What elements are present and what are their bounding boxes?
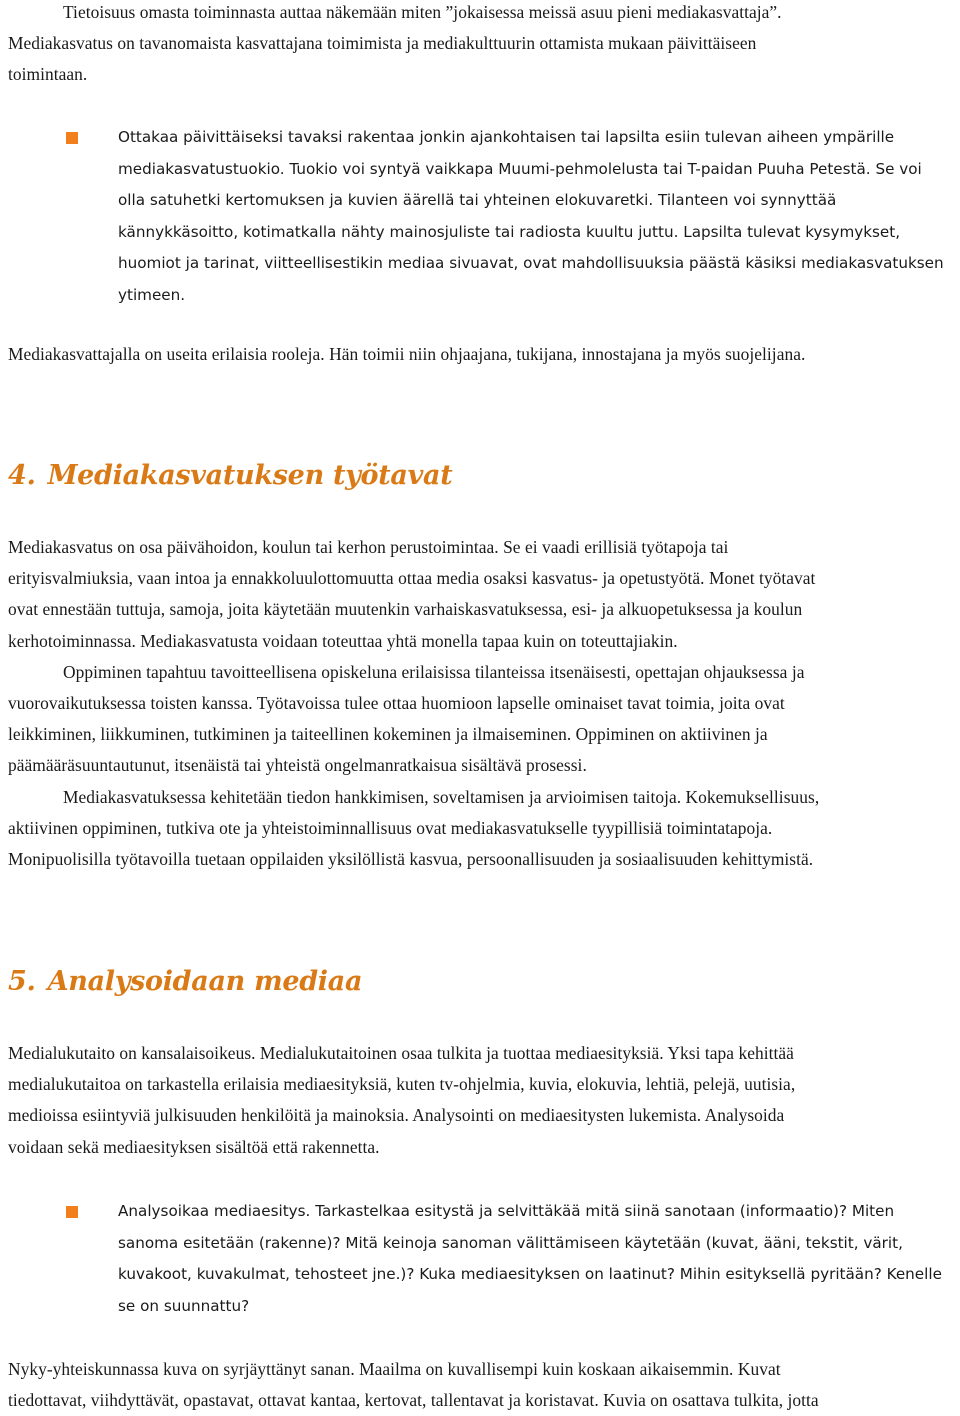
paragraph-line: medioissa esiintyviä julkisuuden henkilöitä ja mainoksia. Analysointi on mediaesitysten lukemista. Analysoida (8, 1105, 785, 1126)
paragraph-line: Nyky-yhteiskunnassa kuva on syrjäyttänyt sanan. Maailma on kuvallisempi kuin koskaan aikaisemmin. Kuvat (8, 1359, 781, 1379)
paragraph-line: päämääräsuuntautunut, itsenäistä tai yhteistä ongelmanratkaisua sisältävä prosessi. (8, 755, 587, 776)
bullet-line: mediakasvatustuokio. Tuokio voi syntyä vaikkapa Muumi-pehmolelusta tai T-paidan Puuha Petestä. Se voi (118, 159, 922, 178)
roles-line: Mediakasvattajalla on useita erilaisia rooleja. Hän toimii niin ohjaajana, tukijana, innostajana ja myös suojelijana. (8, 344, 806, 364)
bullet-line: ytimeen. (118, 285, 186, 304)
section4-body (8, 532, 960, 875)
bullet-text (118, 1196, 960, 1322)
paragraph-line: aktiivinen oppiminen, tutkiva ote ja yhteistoiminnallisuus ovat mediakasvatukselle tyypillisiä toimintatapoja. (8, 817, 773, 838)
bullet-line: olla satuhetki kertomuksen ja kuvien äärellä tai yhteinen elokuvaretki. Tilanteen voi synnyttää (118, 191, 837, 210)
section-number: 4. (8, 460, 36, 491)
paragraph-line: Oppiminen tapahtuu tavoitteellisena opiskeluna erilaisissa tilanteissa itsenäisesti, opettajan ohjauksessa ja (63, 661, 805, 682)
paragraph-line: leikkiminen, liikkuminen, tutkiminen ja taiteellinen kokeminen ja ilmaiseminen. Oppiminen on aktiivinen ja (8, 724, 768, 745)
section-title: Analysoidaan mediaa (47, 966, 363, 997)
paragraph-line: Medialukutaito on kansalaisoikeus. Medialukutaitoinen osaa tulkita ja tuottaa mediaesityksiä. Yksi tapa kehittää (8, 1043, 794, 1063)
bullet-line: sanoma esitetään (rakenne)? Mitä keinoja sanoman välittämiseen käytetään (kuvat, ääni, tekstit, värit, (118, 1233, 903, 1252)
bullet-line: huomiot ja tarinat, viitteellisestikin mediaa sivuavat, ovat mahdollisuuksia päästä käsiksi mediakasvatuksen (118, 254, 944, 273)
section-number: 5. (8, 966, 36, 997)
bullet-line: se on suunnattu? (118, 1296, 250, 1315)
paragraph-line: ovat ennestään tuttuja, samoja, joita käytetään muutenkin varhaiskasvatuksessa, esi- ja alkuopetuksessa ja koulun (8, 599, 803, 620)
orange-square-bullet-icon (66, 1206, 78, 1218)
bullet-line: kuvakoot, kuvakulmat, tehosteet jne.)? Kuka mediaesityksen on laatinut? Mihin esityksellä pyritään? Kenelle (118, 1265, 942, 1284)
section-heading (8, 460, 452, 491)
bullet-line: kännykkäsoitto, kotimatkalla nähty mainosjuliste tai radiosta kuultu juttu. Lapsilta tulevat kysymykset, (118, 222, 901, 241)
intro-line: toimintaan. (8, 64, 88, 85)
paragraph-line: Monipuolisilla työtavoilla tuetaan oppilaiden yksilöllistä kasvua, persoonallisuuden ja sosiaalisuuden kehittymistä. (8, 849, 814, 870)
orange-square-bullet-icon (66, 132, 78, 144)
paragraph-line: medialukutaitoa on tarkastella erilaisia mediaesityksiä, kuten tv-ohjelmia, kuvia, elokuvia, lehtiä, pelejä, uutisia, (8, 1074, 796, 1095)
bullet-text (118, 122, 960, 312)
bullet-line: Ottakaa päivittäiseksi tavaksi rakentaa jonkin ajankohtaisen tai lapsilta esiin tulevan aiheen ympärille (118, 128, 895, 146)
bullet-line: Analysoikaa mediaesitys. Tarkastelkaa esitystä ja selvittäkää mitä siinä sanotaan (informaatio)? Miten (118, 1202, 895, 1220)
paragraph-line: vuorovaikutuksessa toisten kanssa. Työtavoissa tulee ottaa huomioon lapselle ominaiset tavat toimia, joita ovat (8, 693, 785, 714)
paragraph-line: Mediakasvatuksessa kehitetään tiedon hankkimisen, soveltamisen ja arvioimisen taitoja. Kokemuksellisuus, (63, 786, 820, 807)
section-title: Mediakasvatuksen työtavat (47, 460, 453, 491)
section-heading (8, 966, 362, 997)
roles-paragraph (8, 339, 960, 370)
intro-paragraph (8, 0, 960, 91)
paragraph-line: voidaan sekä mediaesityksen sisältöä että rakennetta. (8, 1136, 380, 1157)
intro-line: Tietoisuus omasta toiminnasta auttaa näkemään miten ”jokaisessa meissä asuu pieni mediakasvattaja”. (63, 2, 782, 22)
intro-line: Mediakasvatus on tavanomaista kasvattajana toimimista ja mediakulttuurin ottamista mukaan päivittäiseen (8, 33, 757, 54)
paragraph-line: tiedottavat, viihdyttävät, opastavat, ottavat kantaa, kertovat, tallentavat ja koristavat. Kuvia on osattava tulkita, jotta (8, 1390, 819, 1411)
section5-paragraph (8, 1038, 960, 1163)
paragraph-line: erityisvalmiuksia, vaan intoa ja ennakkoluulottomuutta ottaa media osaksi kasvatus- ja opetustyötä. Monet työtavat (8, 568, 816, 589)
paragraph-line: Mediakasvatus on osa päivähoidon, koulun tai kerhon perustoimintaa. Se ei vaadi erillisiä työtapoja tai (8, 537, 729, 557)
paragraph-line: kerhotoiminnassa. Mediakasvatusta voidaan toteuttaa yhtä monella tapaa kuin on toteuttajiakin. (8, 630, 678, 651)
section5-paragraph (8, 1354, 960, 1416)
